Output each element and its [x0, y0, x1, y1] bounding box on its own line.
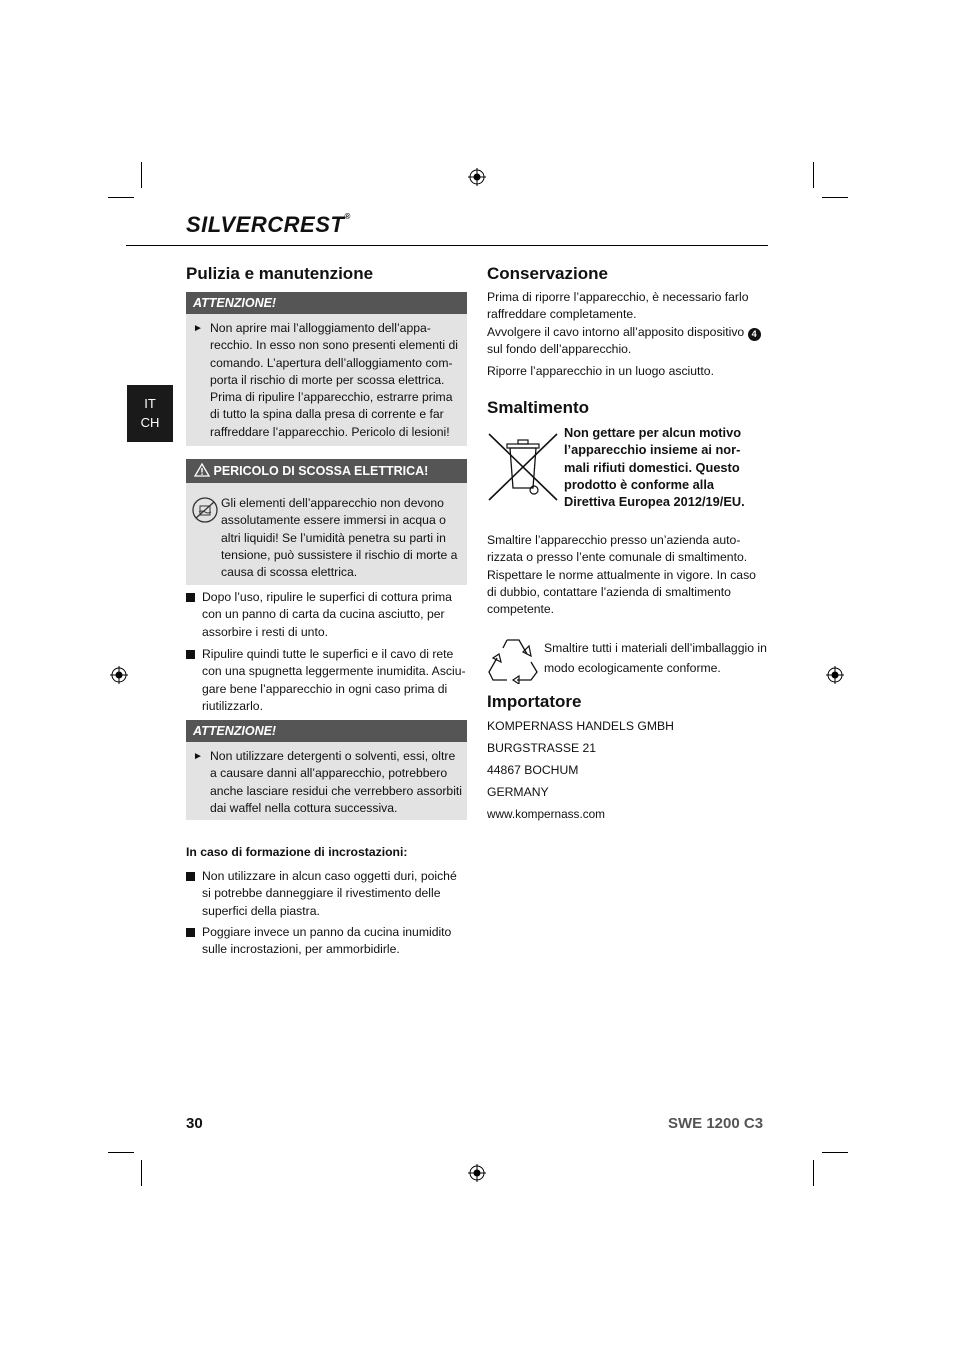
no-immersion-icon [191, 496, 219, 524]
text-line: sulle incrostazioni, per ammorbidirle. [202, 942, 400, 957]
text-line: Poggiare invece un panno da cucina inumidito [202, 925, 452, 939]
text-line: con una spugnetta leggermente inumidita. Asciu- [202, 664, 466, 679]
text-line: di dubbio, contattare l’azienda di smaltimento [487, 584, 731, 599]
smaltimento-text [487, 532, 772, 618]
text-line: a causare danni all’apparecchio, potrebbero [210, 766, 448, 781]
text-line: assorbire i resti di unto. [202, 624, 328, 639]
header-divider [126, 245, 768, 246]
registration-mark-icon [468, 1164, 486, 1182]
text-line: assolutamente essere immersi in acqua o [221, 513, 446, 528]
warning-heading: ATTENZIONE! [186, 292, 467, 314]
text-line: Prima di ripulire l’apparecchio, estrarre prima [210, 390, 453, 405]
text-line: modo ecologicamente conforme. [544, 661, 721, 675]
importer-company: KOMPERNASS HANDELS GMBH [487, 719, 674, 733]
bullet-square-icon [186, 872, 195, 881]
registration-mark-icon [468, 168, 486, 186]
text-line: recchio. In esso non sono presenti elementi di [210, 338, 458, 353]
crop-mark [108, 197, 134, 198]
text-line: Non utilizzare in alcun caso oggetti duri, poiché [202, 869, 457, 883]
danger-text [221, 495, 466, 581]
text-line: altri liquidi! Se l’umidità penetra su parti in [221, 530, 446, 545]
recycle-icon [487, 634, 539, 684]
bullet-square-icon [186, 650, 195, 659]
crop-mark [813, 162, 814, 188]
text-line: comando. L’apertura dell’alloggiamento com- [210, 355, 453, 370]
text-line: con un panno di carta da cucina asciutto, per [202, 607, 445, 622]
text-line: Rispettare le norme attualmente in vigore. In caso [487, 567, 756, 582]
text-line: Non utilizzare detergenti o solventi, essi, oltre [210, 749, 456, 763]
importer-country: GERMANY [487, 785, 549, 799]
text-span: Avvolgere il cavo intorno all’apposito dispositivo [487, 324, 745, 339]
text-line: si potrebbe danneggiare il rivestimento delle [202, 886, 441, 901]
registration-mark-icon [826, 666, 844, 684]
smaltimento-warning [564, 424, 774, 510]
crossed-bin-icon [487, 432, 559, 502]
text-line: Ripulire quindi tutte le superfici e il cavo di rete [202, 647, 454, 661]
text-line: Dopo l’uso, ripulire le superfici di cottura prima [202, 590, 452, 604]
section-title-pulizia: Pulizia e manutenzione [186, 264, 374, 283]
importer-city: 44867 BOCHUM [487, 763, 579, 777]
lang-code-ch: CH [140, 415, 160, 430]
conservazione-text: Riporre l’apparecchio in un luogo asciutto. [487, 364, 714, 378]
bullet-square-icon [186, 928, 195, 937]
warning-text [210, 748, 465, 817]
crop-mark [141, 1160, 142, 1186]
text-line: porta il rischio di morte per scossa elettrica. [210, 372, 445, 387]
section-title-smaltimento: Smaltimento [487, 398, 590, 417]
crop-mark [822, 197, 848, 198]
language-tab [127, 385, 173, 442]
text-line: raffreddare l’apparecchio. Pericolo di lesioni! [210, 424, 450, 439]
text-line: Non aprire mai l’alloggiamento dell’appa- [210, 321, 431, 335]
text-line: l’apparecchio insieme ai nor- [564, 442, 741, 458]
subheading: In caso di formazione di incrostazioni: [186, 845, 408, 859]
crop-mark [822, 1152, 848, 1153]
list-item [202, 646, 470, 715]
text-line: prodotto è conforme alla [564, 476, 715, 492]
danger-heading [186, 459, 467, 483]
text-line: causa di scossa elettrica. [221, 565, 358, 580]
importer-street: BURGSTRASSE 21 [487, 741, 597, 755]
text-line: tensione, può sussistere il rischio di morte a [221, 547, 458, 562]
crop-mark [108, 1152, 134, 1153]
text-line: Prima di riporre l’apparecchio, è necessario farlo [487, 290, 749, 304]
text-line: mali rifiuti domestici. Questo [564, 459, 740, 475]
warning-text [210, 320, 465, 441]
section-title-conservazione: Conservazione [487, 264, 608, 283]
model-number: SWE 1200 C3 [668, 1115, 764, 1132]
page-number: 30 [186, 1115, 203, 1132]
text-line: competente. [487, 602, 555, 617]
crop-mark [141, 162, 142, 188]
text-line: Smaltire l’apparecchio presso un’azienda auto- [487, 533, 741, 547]
list-item [202, 589, 467, 641]
brand-logo: SILVERCREST® [186, 212, 351, 237]
list-item [202, 868, 470, 920]
arrow-bullet-icon: ► [193, 323, 203, 334]
text-line: Non gettare per alcun motivo [564, 425, 742, 440]
section-title-importatore: Importatore [487, 692, 582, 711]
text-line: gare bene l’apparecchio in ogni caso prima di [202, 681, 448, 696]
registration-mark-icon [110, 666, 128, 684]
list-item [202, 924, 470, 959]
lang-code-it: IT [144, 396, 156, 411]
text-line: dai waffel nella cottura successiva. [210, 800, 398, 815]
text-line: superfici della piastra. [202, 903, 320, 918]
bullet-square-icon [186, 593, 195, 602]
text-line: sul fondo dell’apparecchio. [487, 341, 632, 356]
arrow-bullet-icon: ► [193, 751, 203, 762]
text-line: riutilizzarlo. [202, 698, 263, 713]
text-line: rizzata o presso l’ente comunale di smaltimento. [487, 550, 748, 565]
recycle-text [544, 638, 774, 678]
conservazione-text [487, 289, 772, 358]
danger-heading-text: PERICOLO DI SCOSSA ELETTRICA! [213, 464, 429, 478]
warning-heading: ATTENZIONE! [186, 720, 467, 742]
text-line: Direttiva Europea 2012/19/EU. [564, 494, 745, 510]
importer-website[interactable]: www.kompernass.com [487, 807, 606, 821]
crop-mark [813, 1160, 814, 1186]
text-line: di tutto la spina dalla presa di corrente e far [210, 407, 444, 422]
text-line: raffreddare completamente. [487, 307, 637, 322]
part-number-badge: 4 [748, 328, 761, 341]
warning-triangle-icon [194, 463, 210, 477]
text-line: Gli elementi dell’apparecchio non devono [221, 496, 444, 510]
text-line: Smaltire tutti i materiali dell’imballaggio in [544, 641, 767, 655]
text-line [487, 324, 772, 341]
text-line: anche lasciare residui che verrebbero assorbiti [210, 783, 463, 798]
